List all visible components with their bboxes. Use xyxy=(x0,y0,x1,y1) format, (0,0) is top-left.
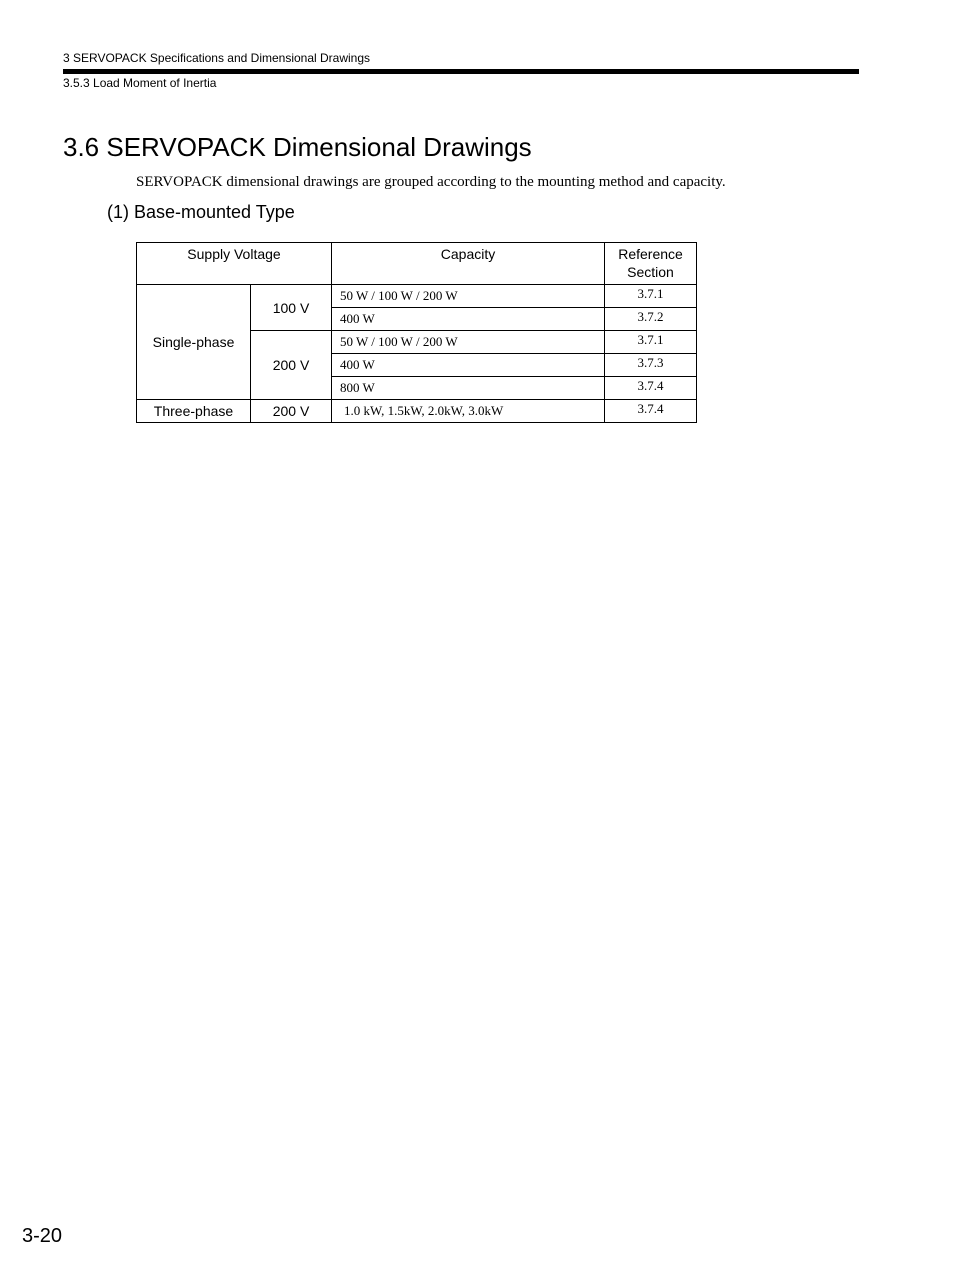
capacity-cell: 400 W xyxy=(332,308,605,331)
header-reference-line2: Section xyxy=(627,264,674,280)
reference-cell: 3.7.4 xyxy=(605,377,697,400)
capacity-cell: 50 W / 100 W / 200 W xyxy=(332,331,605,354)
header-capacity: Capacity xyxy=(332,243,605,285)
voltage-200v-three: 200 V xyxy=(251,400,332,423)
reference-cell: 3.7.1 xyxy=(605,285,697,308)
running-header-chapter: 3 SERVOPACK Specifications and Dimensional Drawings xyxy=(63,51,371,65)
phase-three: Three-phase xyxy=(137,400,251,423)
capacity-cell: 50 W / 100 W / 200 W xyxy=(332,285,605,308)
capacity-cell: 1.0 kW, 1.5kW, 2.0kW, 3.0kW xyxy=(332,400,605,423)
reference-cell: 3.7.4 xyxy=(605,400,697,423)
header-supply-voltage: Supply Voltage xyxy=(137,243,332,285)
reference-cell: 3.7.1 xyxy=(605,331,697,354)
table-row xyxy=(137,285,697,308)
voltage-100v: 100 V xyxy=(251,285,332,331)
capacity-cell: 800 W xyxy=(332,377,605,400)
table-row xyxy=(137,400,697,423)
header-rule xyxy=(63,69,859,74)
phase-single: Single-phase xyxy=(137,285,251,400)
section-title: 3.6 SERVOPACK Dimensional Drawings xyxy=(63,132,532,162)
subsection-title: (1) Base-mounted Type xyxy=(107,202,295,222)
voltage-200v-single: 200 V xyxy=(251,331,332,400)
header-reference-section xyxy=(605,243,697,285)
intro-paragraph: SERVOPACK dimensional drawings are grouped according to the mounting method and capacity. xyxy=(136,174,726,190)
table-header-row xyxy=(137,243,697,285)
header-reference-line1: Reference xyxy=(618,246,683,262)
page-number: 3-20 xyxy=(22,1225,63,1247)
running-header-section: 3.5.3 Load Moment of Inertia xyxy=(63,76,217,90)
dimensional-drawings-table xyxy=(136,242,697,423)
reference-cell: 3.7.2 xyxy=(605,308,697,331)
reference-cell: 3.7.3 xyxy=(605,354,697,377)
capacity-cell: 400 W xyxy=(332,354,605,377)
